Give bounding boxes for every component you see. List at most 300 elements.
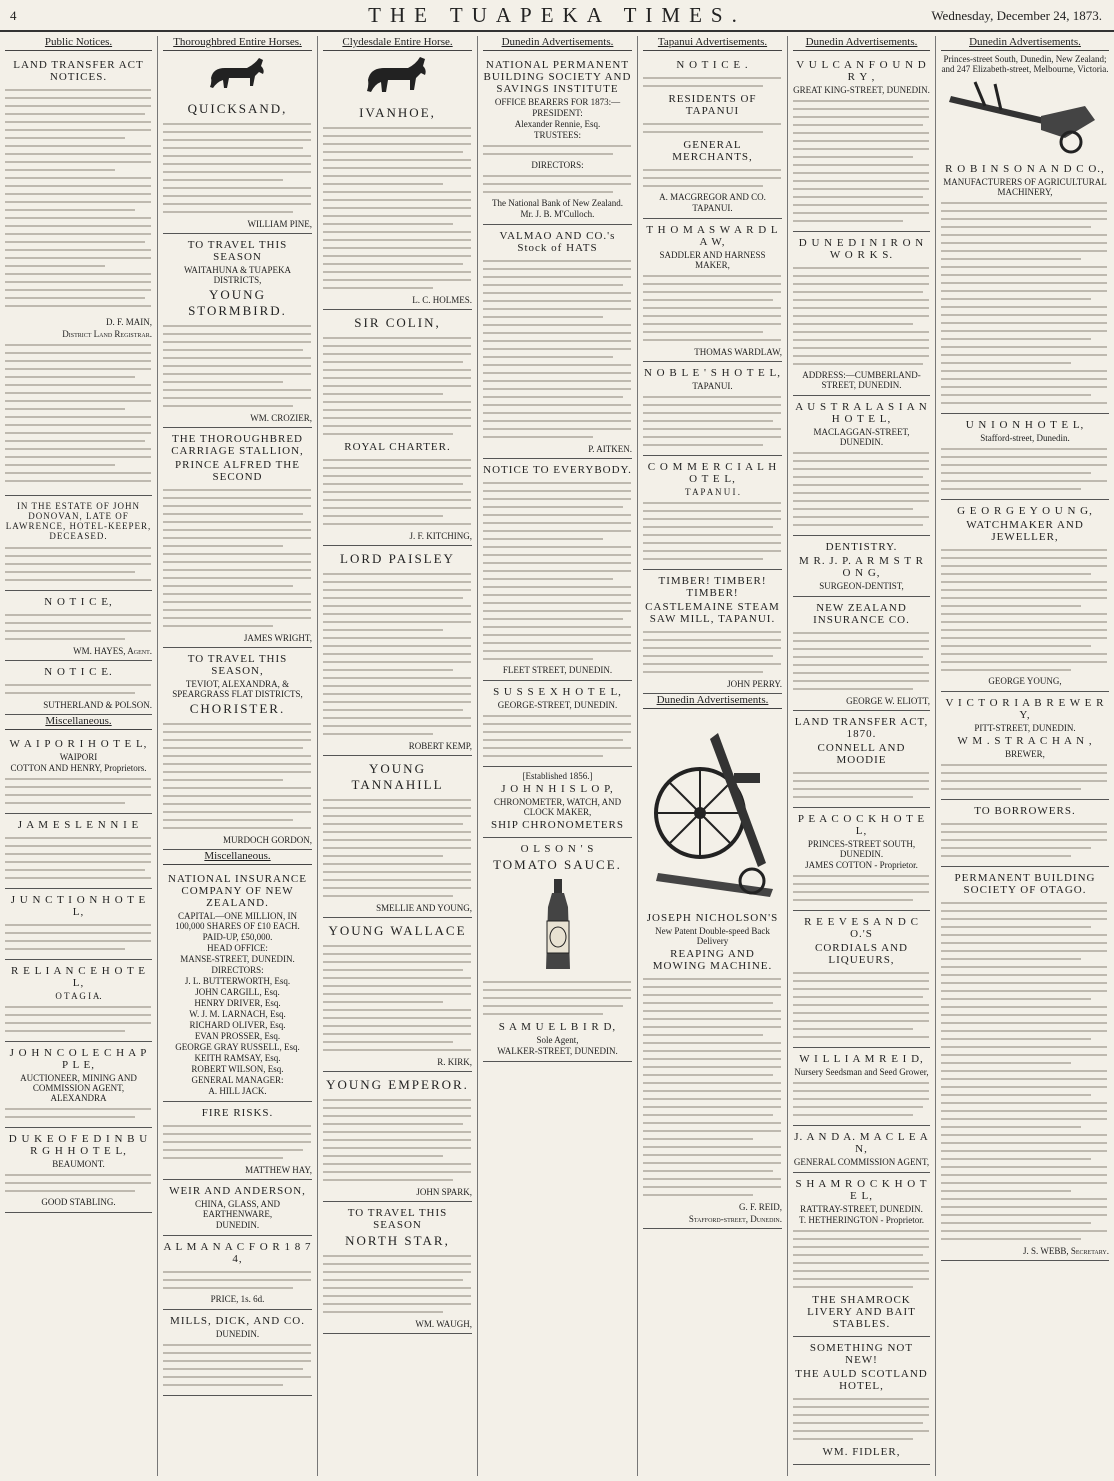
ad-heading: LAND TRANSFER ACT, 1870. xyxy=(794,716,929,740)
signature: R. KIRK, xyxy=(437,1057,472,1067)
nicholson-ad xyxy=(643,907,782,1229)
text-lines xyxy=(793,628,929,694)
capital-line: CAPITAL—ONE MILLION, IN 100,000 SHARES OF £10 EACH. xyxy=(175,911,300,931)
nz-insurance-ad xyxy=(793,597,930,711)
ad-subheading: GREAT KING-STREET, DUNEDIN. xyxy=(793,85,930,95)
ad-proprietor: T. HETHERINGTON - Proprietor. xyxy=(799,1215,924,1225)
text-lines xyxy=(323,795,471,901)
ad-heading: IN THE ESTATE OF JOHN DONOVAN, LATE OF LAWRENCE, HOTEL-KEEPER, DECEASED. xyxy=(5,501,152,541)
agent-address: WALKER-STREET, DUNEDIN. xyxy=(497,1046,618,1056)
text-lines xyxy=(643,498,781,564)
horse-name: ROYAL CHARTER. xyxy=(344,441,451,453)
president-name: Alexander Rennie, Esq. xyxy=(514,119,601,129)
ad-subheading: Nursery Seedsman and Seed Grower, xyxy=(794,1067,929,1077)
ad-address: DUNEDIN. xyxy=(215,1220,260,1230)
ad-subheading: THE AULD SCOTLAND HOTEL, xyxy=(795,1368,928,1392)
signature: WM. CROZIER, xyxy=(250,413,312,423)
ad-proprietor: JAMES COTTON - Proprietor. xyxy=(805,860,918,870)
text-lines xyxy=(941,760,1107,794)
text-lines xyxy=(793,1078,929,1120)
ad-footer: FLEET STREET, DUNEDIN. xyxy=(502,665,613,675)
sir-colin-ad xyxy=(323,310,472,546)
reliance-hotel xyxy=(5,960,152,1042)
ad-subheading: O T A G I A. xyxy=(55,991,102,1001)
director: JOHN CARGILL, Esq. xyxy=(195,987,280,997)
horse-illustration xyxy=(360,54,436,98)
text-lines xyxy=(163,1121,311,1163)
notice-poison xyxy=(5,661,152,715)
signature: MURDOCH GORDON, xyxy=(222,835,312,845)
north-star-ad xyxy=(323,1202,472,1334)
text-lines xyxy=(483,977,631,1019)
ad-subheading: BEAUMONT. xyxy=(52,1159,105,1169)
director: HENRY DRIVER, Esq. xyxy=(194,998,281,1008)
fire-risks-ad xyxy=(163,1102,312,1180)
ad-address: ADDRESS:—CUMBERLAND-STREET, DUNEDIN. xyxy=(802,370,921,390)
dentistry-ad xyxy=(793,536,930,597)
maclean-ad xyxy=(793,1126,930,1173)
bankers: The National Bank of New Zealand. xyxy=(492,198,623,208)
column-heading: Tapanui Advertisements. xyxy=(643,36,782,51)
column-public-notices xyxy=(0,36,158,1476)
ad-subheading: RATTRAY-STREET, DUNEDIN. xyxy=(800,1204,923,1214)
ad-heading: R O B I N S O N A N D C O., xyxy=(945,163,1105,175)
signature-address: Stafford-street, Dunedin. xyxy=(688,1214,782,1224)
ad-proprietors: COTTON AND HENRY, Proprietors. xyxy=(10,763,147,773)
manager-heading: GENERAL MANAGER: xyxy=(191,1075,284,1085)
ad-address: DUNEDIN. xyxy=(215,1329,260,1339)
ad-heading: NOTICE TO EVERYBODY. xyxy=(483,464,632,476)
ad-title: SURGEON-DENTIST, xyxy=(819,581,904,591)
stormbird-ad xyxy=(163,234,312,428)
auld-scotland-ad xyxy=(793,1337,930,1465)
issue-date: Wednesday, December 24, 1873. xyxy=(931,8,1102,23)
ad-heading: FIRE RISKS. xyxy=(201,1107,274,1119)
section-heading: Miscellaneous. xyxy=(5,715,152,730)
text-lines xyxy=(5,610,151,644)
agent-name: S A M U E L B I R D, xyxy=(498,1021,617,1033)
ad-heading: VALMAO AND CO.'s Stock of HATS xyxy=(499,230,616,254)
text-lines xyxy=(163,485,311,631)
signature: THOMAS WARDLAW, xyxy=(694,347,782,357)
text-lines xyxy=(5,774,151,808)
signature-title: District Land Registrar. xyxy=(62,329,152,339)
chorister-ad xyxy=(163,648,312,850)
ivanhoe-ad xyxy=(323,100,472,310)
signature: J. F. KITCHING, xyxy=(409,531,472,541)
ad-heading: V I C T O R I A B R E W E R Y, xyxy=(945,697,1105,721)
ad-heading: W A I P O R I H O T E L, xyxy=(9,738,148,750)
column-tapanui xyxy=(638,36,788,1476)
column-heading: Thoroughbred Entire Horses. xyxy=(163,36,312,51)
land-transfer-ad xyxy=(793,711,930,808)
office-address: MANSE-STREET, DUNEDIN. xyxy=(180,954,295,964)
column-dunedin-2 xyxy=(788,36,936,1476)
established: [Established 1856.] xyxy=(522,771,593,781)
text-lines xyxy=(483,256,631,442)
ad-subheading: Stafford-street, Dunedin. xyxy=(980,433,1070,443)
text-lines xyxy=(163,1267,311,1293)
director: J. L. BUTTERWORTH, Esq. xyxy=(184,976,291,986)
signature: SUTHERLAND & POLSON. xyxy=(43,700,152,710)
column-clydesdale xyxy=(318,36,478,1476)
ad-heading: TIMBER! TIMBER! TIMBER! xyxy=(658,575,767,599)
signature: P. AITKEN. xyxy=(588,444,632,454)
young-emperor-ad xyxy=(323,1072,472,1202)
ad-heading: N O T I C E, xyxy=(44,596,113,608)
ad-footer: GOOD STABLING. xyxy=(41,1197,116,1207)
ad-heading: U N I O N H O T E L, xyxy=(965,419,1085,431)
text-lines xyxy=(5,543,151,585)
ad-subheading: PRINCES-STREET SOUTH, DUNEDIN. xyxy=(807,839,916,859)
column-heading: Public Notices. xyxy=(5,36,152,51)
ad-subheading: GENERAL COMMISSION AGENT, xyxy=(793,1157,930,1167)
ad-subheading: CONNELL AND MOODIE xyxy=(817,742,906,766)
section-heading: Miscellaneous. xyxy=(163,850,312,865)
text-lines xyxy=(323,1251,471,1317)
ad-subheading: CASTLEMAINE STEAM SAW MILL, TAPANUI. xyxy=(645,601,780,625)
text-lines xyxy=(643,73,781,91)
quicksand-ad xyxy=(163,96,312,234)
borrowers-ad xyxy=(941,800,1109,867)
horse-name: NORTH STAR, xyxy=(345,1233,450,1248)
text-lines xyxy=(643,165,781,191)
wardlaw-ad xyxy=(643,219,782,362)
page-number: 4 xyxy=(10,8,17,23)
hislop-ad xyxy=(483,767,632,838)
permanent-building-society-ad xyxy=(941,867,1109,1261)
signature: D. F. MAIN, xyxy=(105,317,152,327)
ad-heading: MILLS, DICK, AND CO. xyxy=(170,1315,305,1327)
office-bearers: OFFICE BEARERS FOR 1873:— xyxy=(494,97,621,107)
ad-heading: J A M E S L E N N I E xyxy=(17,819,140,831)
text-lines xyxy=(483,141,631,159)
text-lines xyxy=(323,569,471,739)
product-name: REAPING AND MOWING MACHINE. xyxy=(652,948,773,972)
chapple-ad xyxy=(5,1042,152,1128)
notice-clark xyxy=(5,591,152,661)
column-heading: Dunedin Advertisements. xyxy=(793,36,930,51)
text-lines xyxy=(941,545,1107,675)
signature: GEORGE YOUNG, xyxy=(988,676,1062,686)
almanac-ad xyxy=(163,1236,312,1310)
column-heading: Clydesdale Entire Horse. xyxy=(323,36,472,51)
ad-heading: TO TRAVEL THIS SEASON xyxy=(187,239,288,263)
text-lines xyxy=(5,1170,151,1196)
signature: ROBERT KEMP, xyxy=(408,741,472,751)
signature: MATTHEW HAY, xyxy=(245,1165,312,1175)
young-tannahill-ad xyxy=(323,756,472,918)
signature: G. F. REID, xyxy=(738,1202,782,1212)
ad-heading: THE THOROUGHBRED CARRIAGE STALLION, xyxy=(171,433,304,457)
horse-name: YOUNG STORMBIRD. xyxy=(188,287,287,318)
signature: WILLIAM PINE, xyxy=(247,219,312,229)
building-society-ad xyxy=(483,54,632,225)
ad-subheading: T A P A N U I . xyxy=(684,487,740,497)
ad-heading: LAND TRANSFER ACT NOTICES. xyxy=(13,59,144,83)
text-lines xyxy=(793,768,929,802)
ad-heading: C O M M E R C I A L H O T E L, xyxy=(647,461,778,485)
ad-heading: A U S T R A L A S I A N H O T E L, xyxy=(795,401,928,425)
column-heading: Dunedin Advertisements. xyxy=(483,36,632,51)
iron-works-ad xyxy=(793,232,930,396)
ad-heading: JOSEPH NICHOLSON'S xyxy=(646,912,779,924)
signature: A. MACGREGOR AND CO. xyxy=(659,192,766,202)
text-lines xyxy=(793,871,929,905)
ad-heading: NATIONAL INSURANCE COMPANY OF NEW ZEALAND. xyxy=(168,873,307,909)
office-heading: HEAD OFFICE: xyxy=(207,943,268,953)
olson-ad xyxy=(483,838,632,1062)
ad-subheading: SADDLER AND HARNESS MAKER, xyxy=(659,250,766,270)
text-lines xyxy=(483,478,631,664)
lennie-ad xyxy=(5,814,152,889)
text-lines xyxy=(643,271,781,345)
ad-subheading: RESIDENTS OF TAPANUI xyxy=(668,93,757,117)
text-lines xyxy=(323,941,471,1055)
macgregor-notice xyxy=(643,54,782,219)
signature: L. C. HOLMES. xyxy=(412,295,472,305)
text-lines xyxy=(483,711,631,761)
column-heading: Dunedin Advertisements. xyxy=(941,36,1109,51)
text-lines xyxy=(5,680,151,698)
ad-subheading: WAIPORI xyxy=(59,752,98,762)
ad-heading: D U N E D I N I R O N W O R K S. xyxy=(798,237,925,261)
ad-heading: R E E V E S A N D C O.'S xyxy=(804,916,919,940)
price: PRICE, 1s. 6d. xyxy=(210,1294,265,1304)
ad-subheading: TEVIOT, ALEXANDRA, & SPEARGRASS FLAT DISTRICTS, xyxy=(172,679,303,699)
horse-name: YOUNG TANNAHILL xyxy=(351,761,444,792)
shamrock-hotel-ad xyxy=(793,1173,930,1337)
brewer-title: BREWER, xyxy=(1005,749,1045,759)
sauce-bottle-illustration xyxy=(538,877,578,973)
ad-heading: WEIR AND ANDERSON, xyxy=(169,1185,306,1197)
text-lines xyxy=(793,96,929,226)
signature: JOHN SPARK, xyxy=(416,1187,472,1197)
union-hotel-ad xyxy=(941,414,1109,500)
george-young-ad xyxy=(941,500,1109,692)
signature: JAMES WRIGHT, xyxy=(243,633,312,643)
ad-subheading: CORDIALS AND LIQUEURS, xyxy=(815,942,908,966)
ad-subheading: M R. J. P. A R M S T R O N G, xyxy=(799,555,924,579)
text-lines xyxy=(941,898,1107,1244)
ad-heading: S H A M R O C K H O T E L, xyxy=(795,1178,928,1202)
ad-heading: J U N C T I O N H O T E L, xyxy=(10,894,147,918)
text-lines xyxy=(643,119,781,137)
ad-subheading: GEORGE-STREET, DUNEDIN. xyxy=(497,700,618,710)
director: KEITH RAMSAY, Esq. xyxy=(194,1053,281,1063)
ad-heading: TO TRAVEL THIS SEASON, xyxy=(187,653,288,677)
ad-heading: DENTISTRY. xyxy=(825,541,898,553)
victoria-brewery-ad xyxy=(941,692,1109,800)
ad-heading: J. A N D A. M A C L E A N, xyxy=(794,1131,929,1155)
duke-hotel xyxy=(5,1128,152,1213)
signature: JOHN PERRY. xyxy=(727,679,782,689)
ad-heading: G E O R G E Y O U N G, xyxy=(957,505,1093,517)
ad-subheading: GENERAL MERCHANTS, xyxy=(672,139,753,163)
horse-name: SIR COLIN, xyxy=(354,315,441,330)
masthead xyxy=(0,0,1114,32)
signature-place: TAPANUI. xyxy=(692,203,733,213)
text-lines xyxy=(941,198,1107,408)
ad-subheading: PITT-STREET, DUNEDIN. xyxy=(974,723,1076,733)
vulcan-foundry-ad xyxy=(793,54,930,232)
ad-heading: NEW ZEALAND INSURANCE CO. xyxy=(813,602,910,626)
signature: SMELLIE AND YOUNG, xyxy=(376,903,472,913)
signature: J. S. WEBB, Secretary. xyxy=(1023,1246,1109,1256)
text-lines xyxy=(5,833,151,883)
william-reid-ad xyxy=(793,1048,930,1126)
text-lines xyxy=(793,968,929,1042)
sussex-hotel-ad xyxy=(483,681,632,767)
ad-subheading: CHINA, GLASS, AND EARTHENWARE, xyxy=(194,1199,280,1219)
ad-heading: J O H N C O L E C H A P P L E, xyxy=(9,1047,148,1071)
lord-paisley-ad xyxy=(323,546,472,756)
manager-name: A. HILL JACK. xyxy=(208,1086,267,1096)
brewer-name: W M . S T R A C H A N , xyxy=(957,735,1093,747)
young-wallace-ad xyxy=(323,918,472,1072)
ad-heading: PERMANENT BUILDING SOCIETY OF OTAGO. xyxy=(954,872,1096,896)
director: RICHARD OLIVER, Esq. xyxy=(189,1020,286,1030)
horse-illustration xyxy=(203,54,273,94)
text-lines xyxy=(5,340,151,490)
robinson-ad xyxy=(941,158,1109,414)
ad-heading: O L S O N ' S xyxy=(520,843,595,855)
directors-heading: DIRECTORS: xyxy=(531,160,584,170)
address-continued: Princes-street South, Dunedin, New Zealand; and 247 Elizabeth-street, Melbourne, Victoria. xyxy=(941,54,1109,74)
column-dunedin-3 xyxy=(936,36,1114,1476)
director: GEORGE GRAY RUSSELL, Esq. xyxy=(175,1042,300,1052)
text-lines xyxy=(323,455,471,529)
director: ROBERT WILSON, Esq. xyxy=(191,1064,284,1074)
column-dunedin-1 xyxy=(478,36,638,1476)
ad-subheading: AUCTIONEER, MINING AND COMMISSION AGENT, ALEXANDRA xyxy=(20,1073,137,1103)
waipori-hotel xyxy=(5,733,152,814)
hats-ad xyxy=(483,225,632,459)
signature: GEORGE W. ELIOTT, xyxy=(846,696,930,706)
ad-heading: SOMETHING NOT NEW! xyxy=(809,1342,914,1366)
text-lines xyxy=(5,1104,151,1122)
text-lines xyxy=(643,627,781,677)
mills-dick-ad xyxy=(163,1310,312,1396)
text-lines xyxy=(793,448,929,530)
signature: WM. FIDLER, xyxy=(822,1446,901,1458)
horse-name: LORD PAISLEY xyxy=(340,551,455,566)
horse-name: QUICKSAND, xyxy=(187,101,288,116)
reaping-machine-illustration xyxy=(648,713,778,903)
junction-hotel xyxy=(5,889,152,960)
ad-heading: N O T I C E. xyxy=(44,666,113,678)
plough-illustration xyxy=(945,76,1105,156)
ad-heading: T H O M A S W A R D L A W, xyxy=(646,224,779,248)
trustees-heading: TRUSTEES: xyxy=(533,130,581,140)
ad-heading: N O T I C E . xyxy=(676,59,749,71)
ad-subheading: CHRONOMETER, WATCH, AND CLOCK MAKER, xyxy=(493,797,622,817)
australasian-hotel-ad xyxy=(793,396,930,536)
ad-heading: D U K E O F E D I N B U R G H H O T E L, xyxy=(8,1133,149,1157)
ad-subheading: New Patent Double-speed Back Delivery xyxy=(655,926,770,946)
horse-name: YOUNG WALLACE xyxy=(328,923,467,938)
text-lines xyxy=(793,263,929,369)
ad-heading: S U S S E X H O T E L, xyxy=(493,686,622,698)
text-lines xyxy=(323,123,471,293)
prince-alfred-ad xyxy=(163,428,312,648)
donovan-estate xyxy=(5,496,152,591)
ad-heading-secondary: SHIP CHRONOMETERS xyxy=(490,819,625,831)
text-lines xyxy=(5,1002,151,1036)
ad-subheading: THE SHAMROCK LIVERY AND BAIT STABLES. xyxy=(807,1294,916,1330)
text-lines xyxy=(941,444,1107,494)
paid-up-line: PAID-UP, £50,000. xyxy=(202,932,273,942)
ad-heading: W I L L I A M R E I D, xyxy=(799,1053,924,1065)
text-lines xyxy=(163,719,311,833)
peacock-hotel-ad xyxy=(793,808,930,911)
secretary: Mr. J. B. M'Culloch. xyxy=(520,209,595,219)
directors-heading: DIRECTORS: xyxy=(211,965,264,975)
text-lines xyxy=(5,920,151,954)
ad-heading: R E L I A N C E H O T E L, xyxy=(11,965,146,989)
horse-name: YOUNG EMPEROR. xyxy=(326,1077,469,1092)
director: W. J. M. LARNACH, Esq. xyxy=(189,1009,286,1019)
text-lines xyxy=(323,1095,471,1185)
nobles-hotel-ad xyxy=(643,362,782,456)
text-lines xyxy=(163,321,311,411)
ad-heading: TO TRAVEL THIS SEASON xyxy=(347,1207,448,1231)
ad-subheading: TAPANUI. xyxy=(692,381,733,391)
horse-name: CHORISTER. xyxy=(189,701,286,716)
text-lines xyxy=(793,1394,929,1444)
section-heading: Dunedin Advertisements. xyxy=(643,694,782,709)
text-lines xyxy=(323,333,471,439)
text-lines xyxy=(163,119,311,217)
national-insurance-ad xyxy=(163,868,312,1102)
text-lines xyxy=(483,171,631,197)
signature: WM. WAUGH, xyxy=(415,1319,472,1329)
weir-anderson-ad xyxy=(163,1180,312,1236)
ad-heading: V U L C A N F O U N D R Y , xyxy=(796,59,927,83)
horse-name: IVANHOE, xyxy=(359,105,436,120)
text-lines xyxy=(163,1340,311,1390)
text-lines xyxy=(5,85,151,315)
ad-subheading: WAITAHUNA & TUAPEKA DISTRICTS, xyxy=(183,265,292,285)
ad-subheading: WATCHMAKER AND JEWELLER, xyxy=(966,519,1084,543)
text-lines xyxy=(643,974,781,1200)
horse-name: PRINCE ALFRED THE SECOND xyxy=(175,459,300,483)
timber-ad xyxy=(643,570,782,694)
director: EVAN PROSSER, Esq. xyxy=(194,1031,281,1041)
signature: WM. HAYES, Agent. xyxy=(73,646,152,656)
product-name: TOMATO SAUCE. xyxy=(493,857,622,872)
text-lines xyxy=(793,1226,929,1292)
president-heading: PRESIDENT: xyxy=(532,108,583,118)
land-transfer-notice xyxy=(5,54,152,496)
agent-title: Sole Agent, xyxy=(536,1035,579,1045)
ad-heading: N O B L E ' S H O T E L, xyxy=(643,367,781,379)
ad-heading: A L M A N A C F O R 1 8 7 4, xyxy=(163,1241,312,1265)
ad-heading: P E A C O C K H O T E L, xyxy=(797,813,926,837)
column-thoroughbred-horses xyxy=(158,36,318,1476)
notice-everybody-ad xyxy=(483,459,632,681)
ad-heading: J O H N H I S L O P, xyxy=(501,783,614,795)
ad-heading: TO BORROWERS. xyxy=(974,805,1076,817)
ad-subheading: MANUFACTURERS OF AGRICULTURAL MACHINERY, xyxy=(943,177,1107,197)
ad-subheading: MACLAGGAN-STREET, DUNEDIN. xyxy=(813,427,910,447)
newspaper-title: THE TUAPEKA TIMES. xyxy=(368,3,746,27)
reeves-ad xyxy=(793,911,930,1048)
text-lines xyxy=(941,819,1107,861)
ad-heading: NATIONAL PERMANENT BUILDING SOCIETY AND SAVINGS INSTITUTE xyxy=(483,59,632,95)
commercial-hotel-ad xyxy=(643,456,782,570)
text-lines xyxy=(643,392,781,450)
